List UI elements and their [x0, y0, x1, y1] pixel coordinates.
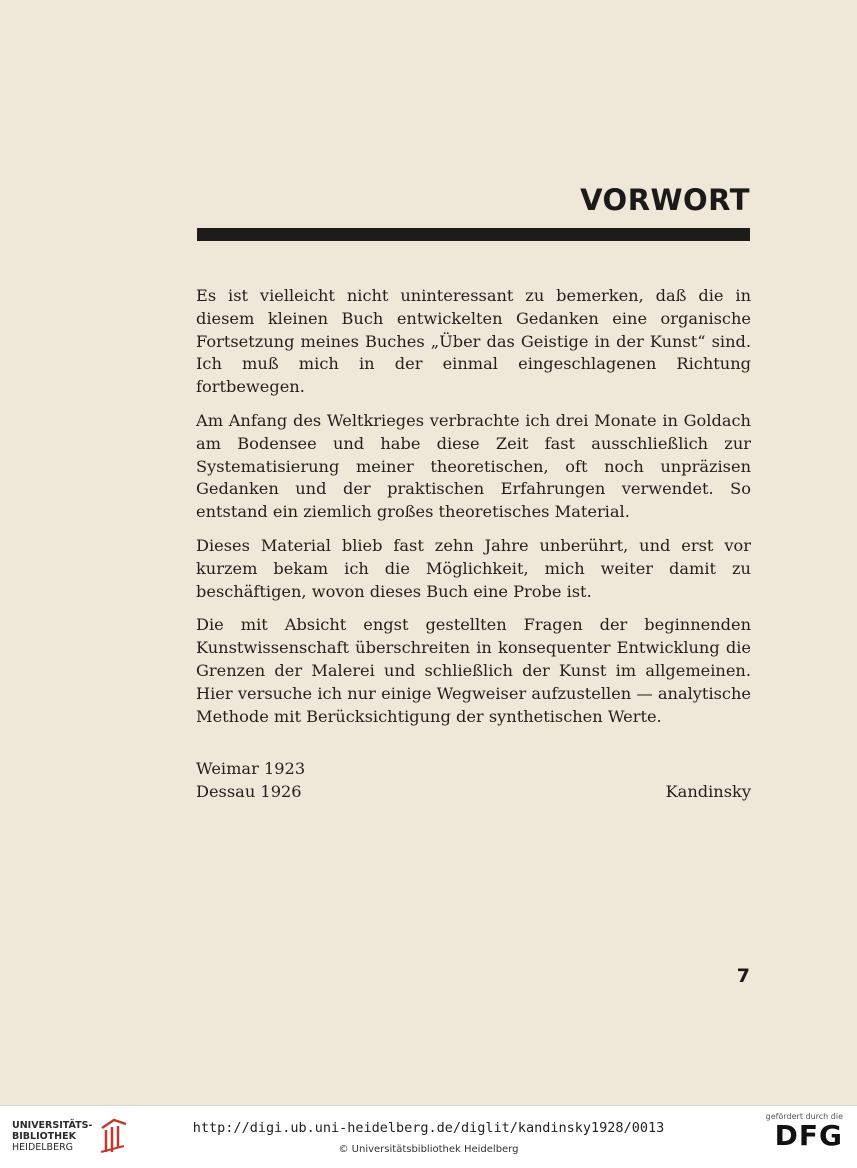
library-name-line3: HEIDELBERG: [12, 1141, 74, 1153]
funder-note: gefördert durch die: [765, 1112, 843, 1121]
paragraph-3: Dieses Material blieb fast zehn Jahre unberührt, und erst vor kurzem bekam ich die Möglichkeit, mich weiter damit zu beschäftigen, wovon dieses Buch eine Probe ist.: [196, 535, 751, 601]
preface-text: [196, 285, 751, 739]
place-weimar: Weimar 1923: [196, 759, 306, 778]
paragraph-4: Die mit Absicht engst gestellten Fragen der beginnenden Kunstwissenschaft überschreiten in konsequenter Entwicklung die Grenzen der Malerei und schließlich der Kunst im allgemeinen. Hier versuche ich nur einige Wegweiser aufzustellen — analytische Methode mit Berücksichtigung der synthetischen Werte.: [196, 615, 751, 726]
dfg-logo[interactable]: [766, 1112, 843, 1151]
viewer-footer: [0, 1105, 857, 1168]
page-title: VORWORT: [580, 183, 750, 217]
funder-name: DFG: [774, 1119, 843, 1152]
signoff: [196, 758, 751, 804]
library-name-line1: UNIVERSITÄTS-: [12, 1119, 93, 1131]
author-signature: Kandinsky: [665, 781, 751, 801]
page-number: 7: [736, 965, 750, 987]
title-rule: [197, 228, 750, 241]
permalink-url[interactable]: http://digi.ub.uni-heidelberg.de/diglit/kandinsky1928/0013: [192, 1120, 665, 1136]
paragraph-1: Es ist vielleicht nicht uninteressant zu bemerken, daß die in diesem kleinen Buch entwickelten Gedanken eine organische Fortsetzung meines Buches „Über das Geistige in der Kunst“ sind. Ich muß mich in der einmal eingeschlagenen Richtung fortbewegen.: [196, 286, 751, 397]
library-name-line2: BIBLIOTHEK: [12, 1130, 76, 1142]
place-dessau: Dessau 1926: [196, 781, 302, 801]
paragraph-2: Am Anfang des Weltkrieges verbrachte ich drei Monate in Goldach am Bodensee und habe diese Zeit fast ausschließlich zur Systematisierung meiner theoretischen, oft noch unpräzisen Gedanken und der praktischen Erfahrungen verwendet. So entstand ein ziemlich großes theoretisches Material.: [196, 410, 751, 522]
copyright-notice: © Universitätsbibliothek Heidelberg: [338, 1144, 519, 1155]
